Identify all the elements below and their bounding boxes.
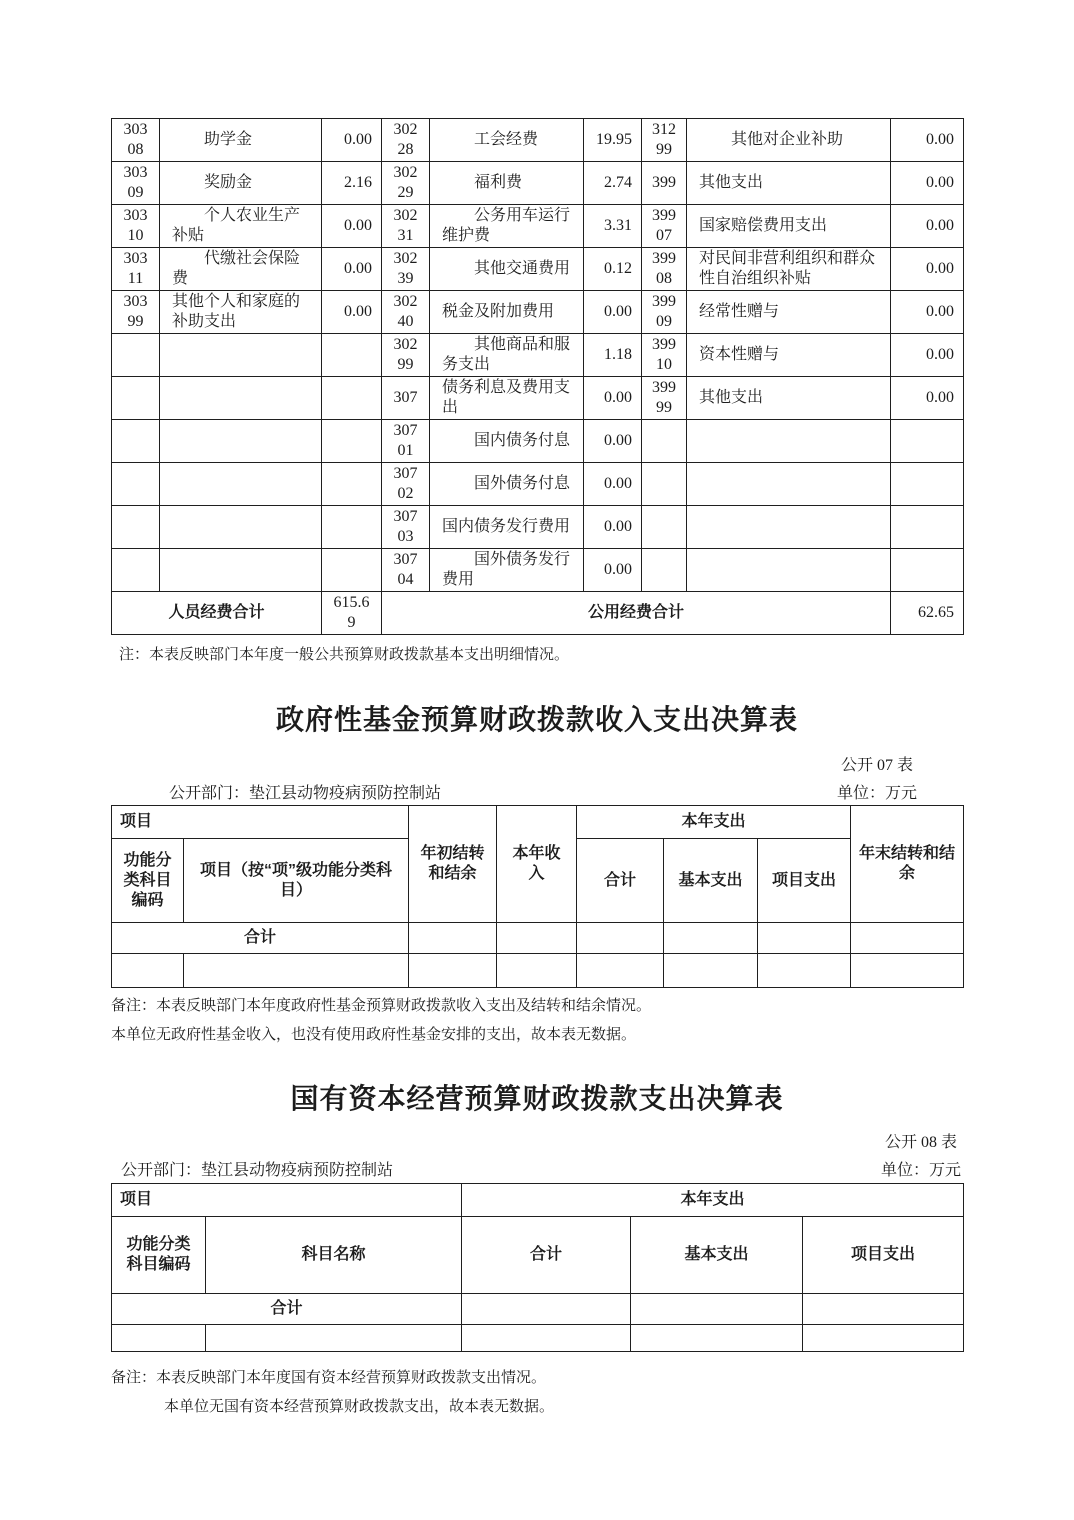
empty-cell (687, 420, 891, 463)
empty-cell (112, 377, 160, 420)
empty-cell (112, 334, 160, 377)
item-name-cell: 其他支出 (687, 377, 891, 420)
empty-cell (642, 506, 687, 549)
amount-cell: 0.00 (584, 420, 642, 463)
amount-cell: 2.16 (322, 162, 382, 205)
empty-cell (160, 549, 322, 592)
item-name-cell: 国内债务发行费用 (430, 506, 584, 549)
func-code-cell: 39908 (642, 248, 687, 291)
item-name-cell: 资本性赠与 (687, 334, 891, 377)
amount-cell: 3.31 (584, 205, 642, 248)
empty-cell (891, 463, 964, 506)
state-capital-table-number: 公开 08 表 (884, 1134, 957, 1151)
gov-fund-notes (111, 992, 963, 1049)
personnel-total-value: 615.69 (322, 592, 382, 635)
gov-fund-unit: 单位：万元 (836, 785, 917, 802)
empty-cell (642, 463, 687, 506)
empty-cell (322, 334, 382, 377)
empty-cell (409, 954, 497, 988)
header-subject-name: 科目名称 (206, 1217, 462, 1294)
empty-cell (462, 1294, 631, 1325)
empty-cell (664, 923, 758, 954)
header-item-by-level: 项目（按“项”级功能分类科目） (184, 839, 409, 923)
func-code-cell: 30702 (382, 463, 430, 506)
header-project-expense: 项目支出 (803, 1217, 964, 1294)
empty-cell (322, 377, 382, 420)
item-name-cell: 代缴社会保险费 (160, 248, 322, 291)
state-capital-table-title: 国有资本经营预算财政拨款支出决算表 (290, 1083, 784, 1114)
gov-fund-note-line1: 备注：本表反映部门本年度政府性基金预算财政拨款收入支出及结转和结余情况。 (111, 998, 652, 1014)
empty-cell (642, 549, 687, 592)
gov-fund-meta-row (111, 780, 963, 803)
empty-cell (322, 463, 382, 506)
func-code-cell: 399 (642, 162, 687, 205)
item-name-cell: 工会经费 (430, 119, 584, 162)
total-row (112, 1294, 964, 1325)
func-code-cell: 39909 (642, 291, 687, 334)
state-capital-table (111, 1183, 964, 1352)
empty-cell (160, 506, 322, 549)
header-row (112, 1184, 964, 1217)
empty-cell (322, 506, 382, 549)
item-name-cell: 国外债务付息 (430, 463, 584, 506)
item-name-cell: 个人农业生产补贴 (160, 205, 322, 248)
func-code-cell: 30228 (382, 119, 430, 162)
table-row (112, 119, 964, 162)
table-row (112, 506, 964, 549)
empty-cell (758, 923, 851, 954)
state-capital-notes (111, 1364, 963, 1421)
state-capital-meta-row (111, 1157, 963, 1180)
empty-cell (160, 377, 322, 420)
amount-cell: 0.00 (322, 248, 382, 291)
empty-cell (160, 463, 322, 506)
func-code-cell: 30239 (382, 248, 430, 291)
empty-cell (206, 1325, 462, 1352)
amount-cell: 0.00 (584, 291, 642, 334)
empty-cell (577, 954, 664, 988)
empty-cell (631, 1325, 803, 1352)
amount-cell: 19.95 (584, 119, 642, 162)
public-total-value: 62.65 (891, 592, 964, 635)
empty-cell (112, 506, 160, 549)
empty-cell (851, 954, 964, 988)
gov-fund-table-number: 公开 07 表 (840, 757, 913, 774)
gov-fund-note-line2: 本单位无政府性基金收入，也没有使用政府性基金安排的支出，故本表无数据。 (111, 1026, 637, 1043)
amount-cell: 0.00 (891, 162, 964, 205)
amount-cell: 0.00 (891, 205, 964, 248)
empty-cell (322, 420, 382, 463)
item-name-cell: 对民间非营利组织和群众性自治组织补贴 (687, 248, 891, 291)
amount-cell: 0.12 (584, 248, 642, 291)
public-total-label: 公用经费合计 (382, 592, 891, 635)
total-label: 合计 (112, 923, 409, 954)
header-begin-balance: 年初结转和结余 (409, 806, 497, 923)
header-func-code: 功能分类科目编码 (112, 1217, 206, 1294)
empty-cell (851, 923, 964, 954)
amount-cell: 0.00 (891, 248, 964, 291)
func-code-cell: 30311 (112, 248, 160, 291)
item-name-cell: 债务利息及费用支出 (430, 377, 584, 420)
state-capital-department: 公开部门：垫江县动物疫病预防控制站 (121, 1162, 394, 1179)
empty-cell (664, 954, 758, 988)
amount-cell: 0.00 (584, 463, 642, 506)
empty-cell (160, 334, 322, 377)
header-year-expense: 本年支出 (577, 806, 851, 839)
header-project-expense: 项目支出 (758, 839, 851, 923)
empty-cell (803, 1294, 964, 1325)
empty-cell (184, 954, 409, 988)
amount-cell: 0.00 (584, 377, 642, 420)
item-name-cell: 国外债务发行费用 (430, 549, 584, 592)
totals-row (112, 592, 964, 635)
empty-cell (497, 954, 577, 988)
header-item: 项目 (112, 1184, 462, 1217)
amount-cell: 0.00 (322, 291, 382, 334)
empty-cell (631, 1294, 803, 1325)
func-code-cell: 30310 (112, 205, 160, 248)
empty-cell (687, 549, 891, 592)
header-year-income: 本年收入 (497, 806, 577, 923)
gov-fund-table (111, 805, 964, 988)
header-func-code: 功能分类科目编码 (112, 839, 184, 923)
table-row (112, 377, 964, 420)
table-row (112, 549, 964, 592)
func-code-cell: 30299 (382, 334, 430, 377)
item-name-cell: 税金及附加费用 (430, 291, 584, 334)
item-name-cell: 经常性赠与 (687, 291, 891, 334)
empty-cell (577, 923, 664, 954)
item-name-cell: 国家赔偿费用支出 (687, 205, 891, 248)
table-row (112, 463, 964, 506)
func-code-cell: 30240 (382, 291, 430, 334)
func-code-cell: 39999 (642, 377, 687, 420)
item-name-cell: 其他个人和家庭的补助支出 (160, 291, 322, 334)
amount-cell: 0.00 (891, 334, 964, 377)
total-row (112, 923, 964, 954)
amount-cell: 2.74 (584, 162, 642, 205)
header-total: 合计 (462, 1217, 631, 1294)
gov-fund-table-title: 政府性基金预算财政拨款收入支出决算表 (275, 704, 798, 735)
table-row (112, 248, 964, 291)
item-name-cell: 奖励金 (160, 162, 322, 205)
amount-cell: 0.00 (891, 377, 964, 420)
empty-cell (112, 954, 184, 988)
empty-cell (891, 506, 964, 549)
func-code-cell: 30701 (382, 420, 430, 463)
header-total: 合计 (577, 839, 664, 923)
amount-cell: 0.00 (322, 205, 382, 248)
basic-expenditure-table (111, 118, 964, 635)
amount-cell: 0.00 (891, 119, 964, 162)
item-name-cell: 福利费 (430, 162, 584, 205)
empty-cell (687, 506, 891, 549)
empty-row (112, 1325, 964, 1352)
empty-cell (112, 1325, 206, 1352)
item-name-cell: 国内债务付息 (430, 420, 584, 463)
amount-cell: 1.18 (584, 334, 642, 377)
empty-cell (322, 549, 382, 592)
func-code-cell: 30704 (382, 549, 430, 592)
item-name-cell: 其他交通费用 (430, 248, 584, 291)
table-row (112, 420, 964, 463)
empty-cell (160, 420, 322, 463)
empty-cell (642, 420, 687, 463)
empty-cell (687, 463, 891, 506)
item-name-cell: 其他对企业补助 (687, 119, 891, 162)
item-name-cell: 公务用车运行维护费 (430, 205, 584, 248)
empty-cell (891, 420, 964, 463)
amount-cell: 0.00 (322, 119, 382, 162)
state-capital-note-line1: 备注：本表反映部门本年度国有资本经营预算财政拨款支出情况。 (111, 1370, 547, 1386)
header-end-balance: 年末结转和结余 (851, 806, 964, 923)
empty-row (112, 954, 964, 988)
table-row (112, 334, 964, 377)
empty-cell (112, 463, 160, 506)
func-code-cell: 39907 (642, 205, 687, 248)
amount-cell: 0.00 (584, 549, 642, 592)
table-row (112, 205, 964, 248)
func-code-cell: 30308 (112, 119, 160, 162)
func-code-cell: 30399 (112, 291, 160, 334)
header-basic-expense: 基本支出 (664, 839, 758, 923)
empty-cell (462, 1325, 631, 1352)
header-item: 项目 (112, 806, 409, 839)
empty-cell (112, 420, 160, 463)
item-name-cell: 其他商品和服务支出 (430, 334, 584, 377)
empty-cell (409, 923, 497, 954)
item-name-cell: 其他支出 (687, 162, 891, 205)
personnel-total-label: 人员经费合计 (112, 592, 322, 635)
basic-expenditure-note: 注：本表反映部门本年度一般公共预算财政拨款基本支出明细情况。 (119, 647, 570, 663)
item-name-cell: 助学金 (160, 119, 322, 162)
header-row (112, 1217, 964, 1294)
header-year-expense: 本年支出 (462, 1184, 964, 1217)
func-code-cell: 30703 (382, 506, 430, 549)
state-capital-note-line2: 本单位无国有资本经营预算财政拨款支出，故本表无数据。 (164, 1398, 555, 1415)
empty-cell (891, 549, 964, 592)
func-code-cell: 30229 (382, 162, 430, 205)
amount-cell: 0.00 (584, 506, 642, 549)
state-capital-unit: 单位：万元 (880, 1162, 961, 1179)
total-label: 合计 (112, 1294, 462, 1325)
empty-cell (803, 1325, 964, 1352)
func-code-cell: 39910 (642, 334, 687, 377)
table-row (112, 162, 964, 205)
func-code-cell: 30309 (112, 162, 160, 205)
func-code-cell: 307 (382, 377, 430, 420)
gov-fund-department: 公开部门：垫江县动物疫病预防控制站 (169, 785, 442, 802)
header-basic-expense: 基本支出 (631, 1217, 803, 1294)
func-code-cell: 31299 (642, 119, 687, 162)
amount-cell: 0.00 (891, 291, 964, 334)
empty-cell (758, 954, 851, 988)
empty-cell (497, 923, 577, 954)
table-row (112, 291, 964, 334)
func-code-cell: 30231 (382, 205, 430, 248)
header-row (112, 806, 964, 839)
empty-cell (112, 549, 160, 592)
